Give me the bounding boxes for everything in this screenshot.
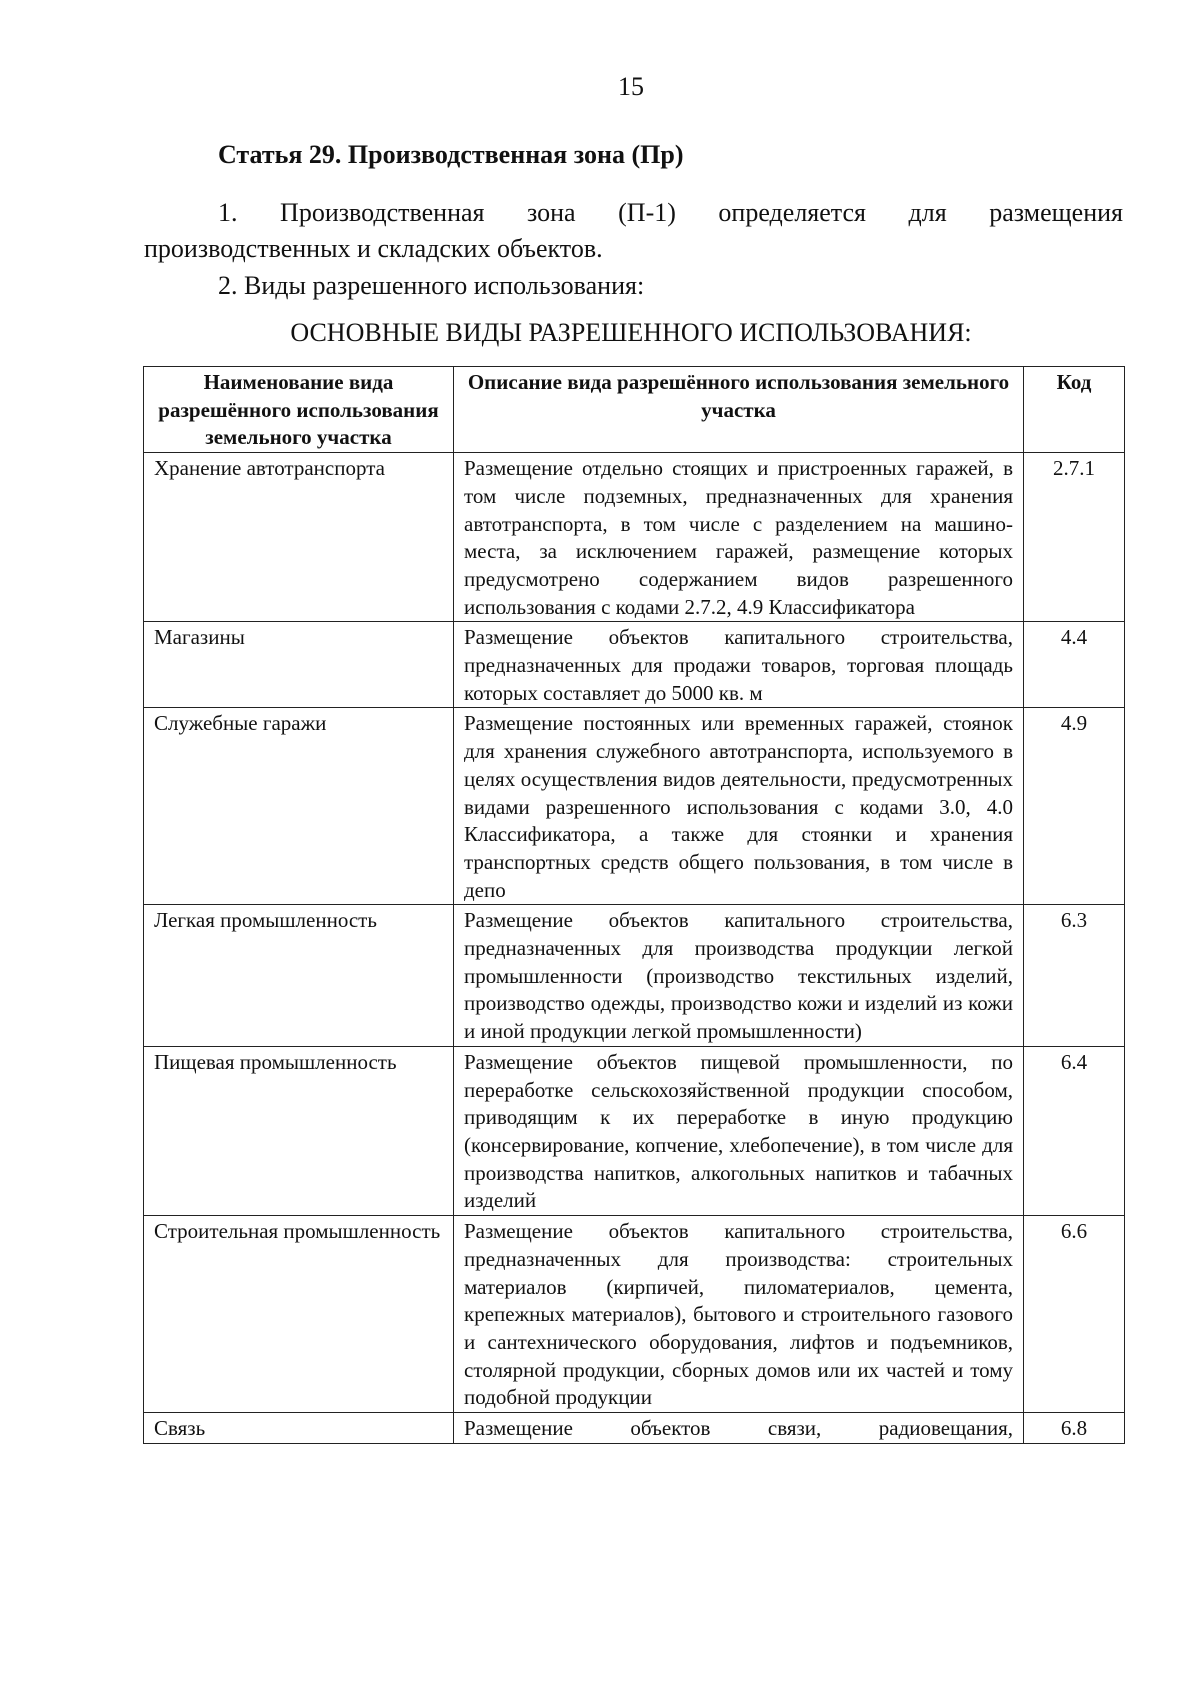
use-description: Размещение объектов пищевой промышленности, по переработке сельскохозяйственной продукции способом, приводящим к их переработке в иную продукцию (консервирование, копчение, хлебопечение), в том числе для производства напитков, алкогольных напитков и табачных изделий — [454, 1046, 1024, 1215]
use-description: Размещение объектов капитального строительства, предназначенных для производства: строительных материалов (кирпичей, пиломатериалов, цемента, крепежных материалов), бытового и строительного газового и сантехнического оборудования, лифтов и подъемников, столярной продукции, сборных домов или их частей и тому подобной продукции — [454, 1216, 1024, 1413]
use-code: 6.6 — [1024, 1216, 1125, 1413]
use-description: Размещение отдельно стоящих и пристроенных гаражей, в том числе подземных, предназначенных для хранения автотранспорта, в том числе с разделением на машино-места, за исключением гаражей, размещение которых предусмотрено содержанием видов разрешенного использования с кодами 2.7.2, 4.9 Классификатора — [454, 453, 1024, 622]
page-number: 15 — [618, 72, 644, 101]
use-name: Строительная промышленность — [144, 1216, 454, 1413]
use-code: 6.3 — [1024, 905, 1125, 1047]
use-name: Пищевая промышленность — [144, 1046, 454, 1215]
use-code: 6.8 — [1024, 1413, 1125, 1444]
use-description: Размещение объектов капитального строительства, предназначенных для производства продукции легкой промышленности (производство текстильных изделий, производство одежды, производство кожи и изделий из кожи и иной продукции легкой промышленности) — [454, 905, 1024, 1047]
table-header-row — [144, 367, 1125, 453]
paragraph-1-line-2: производственных и складских объектов. — [144, 234, 603, 263]
use-description: Размещение объектов связи, радиовещания, — [454, 1413, 1024, 1444]
header-code: Код — [1024, 367, 1125, 453]
use-code: 4.4 — [1024, 622, 1125, 708]
table-row — [144, 905, 1125, 1047]
paragraph-1-line-1: 1. Производственная зона (П-1) определяется для размещения — [218, 198, 1123, 227]
use-code: 2.7.1 — [1024, 453, 1125, 622]
use-description: Размещение объектов капитального строительства, предназначенных для продажи товаров, торговая площадь которых составляет до 5000 кв. м — [454, 622, 1024, 708]
use-name: Хранение автотранспорта — [144, 453, 454, 622]
use-name: Легкая промышленность — [144, 905, 454, 1047]
use-code: 6.4 — [1024, 1046, 1125, 1215]
paragraph-1 — [144, 195, 1123, 267]
table-row — [144, 1413, 1125, 1444]
article-title: Статья 29. Производственная зона (Пр) — [218, 140, 684, 169]
table-row — [144, 708, 1125, 905]
table-row — [144, 453, 1125, 622]
paragraph-2: 2. Виды разрешенного использования: — [218, 271, 645, 300]
table-row — [144, 622, 1125, 708]
header-description: Описание вида разрешённого использования земельного участка — [454, 367, 1024, 453]
use-name: Магазины — [144, 622, 454, 708]
permitted-use-table — [143, 366, 1125, 1444]
table-row — [144, 1216, 1125, 1413]
use-description: Размещение постоянных или временных гаражей, стоянок для хранения служебного автотранспорта, используемого в целях осуществления видов деятельности, предусмотренных видами разрешенного использования с кодами 3.0, 4.0 Классификатора, а также для стоянки и хранения транспортных средств общего пользования, в том числе в депо — [454, 708, 1024, 905]
header-name: Наименование вида разрешённого использования земельного участка — [144, 367, 454, 453]
use-code: 4.9 — [1024, 708, 1125, 905]
table-row — [144, 1046, 1125, 1215]
table-heading: ОСНОВНЫЕ ВИДЫ РАЗРЕШЕННОГО ИСПОЛЬЗОВАНИЯ: — [290, 318, 972, 347]
use-name: Связь — [144, 1413, 454, 1444]
use-name: Служебные гаражи — [144, 708, 454, 905]
